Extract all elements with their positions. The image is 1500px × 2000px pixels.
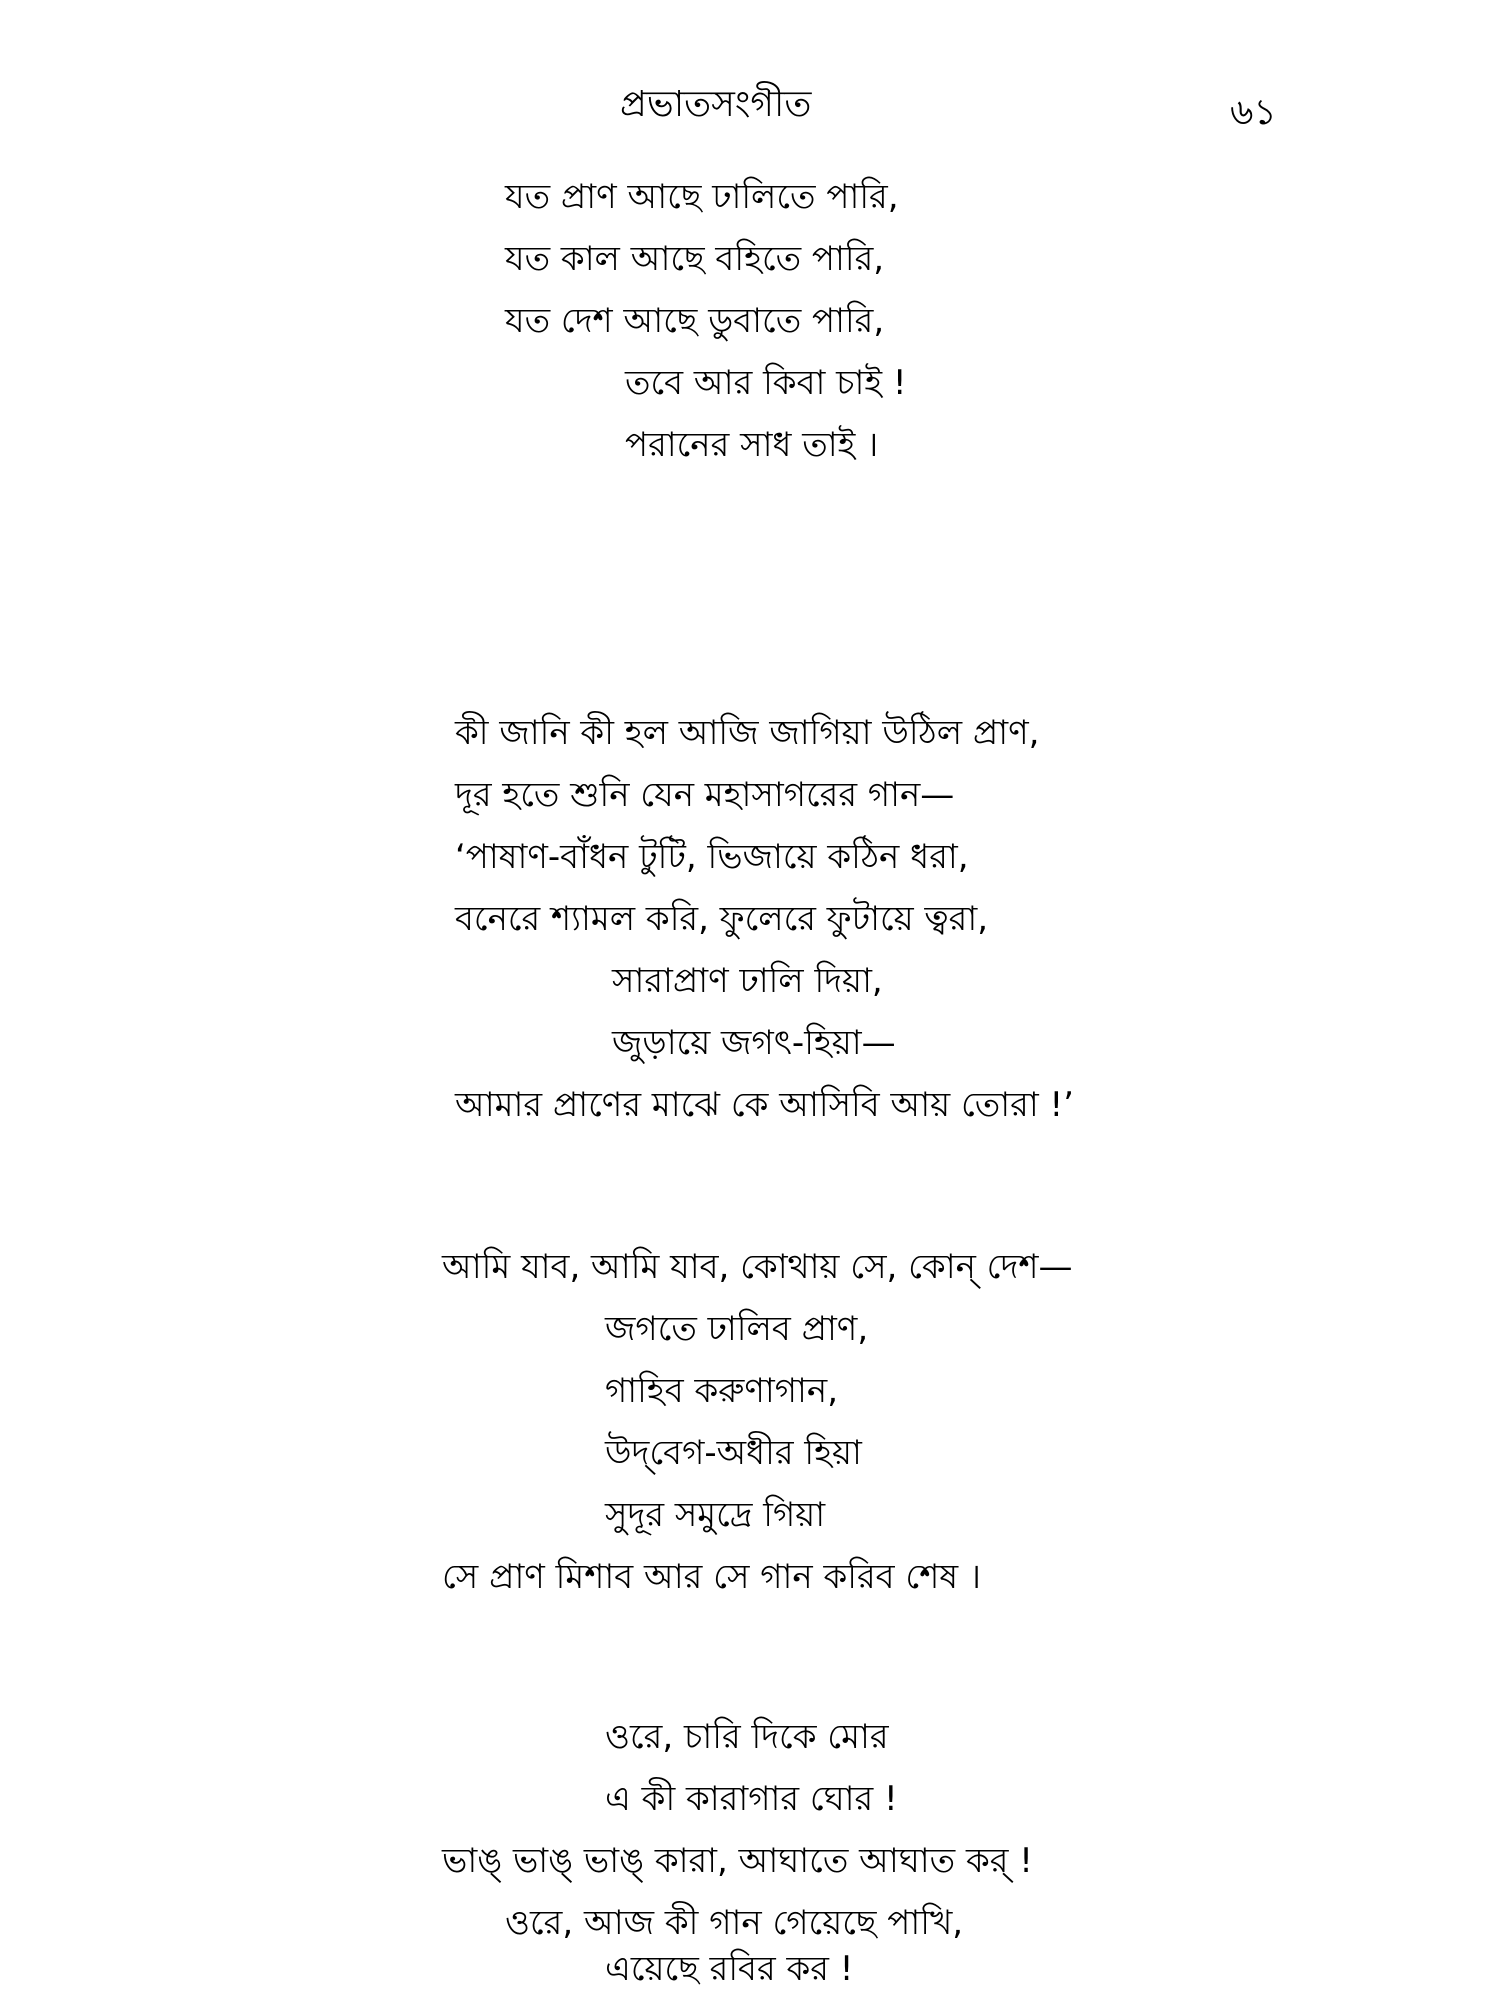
poem-line: ভাঙ্‌ ভাঙ্‌ ভাঙ্‌ কারা, আঘাতে আঘাত কর্ ! — [442, 1841, 1033, 1881]
poem-line: যত প্রাণ আছে ঢালিতে পারি, — [505, 177, 899, 217]
poem-line: ওরে, আজ কী গান গেয়েছে পাখি, — [505, 1903, 964, 1943]
poem-line: কী জানি কী হল আজি জাগিয়া উঠিল প্রাণ, — [455, 713, 1040, 753]
poem-line: এয়েছে রবির কর ! — [605, 1949, 854, 1989]
poem-line: ‘পাষাণ-বাঁধন টুটি, ভিজায়ে কঠিন ধরা, — [455, 837, 969, 877]
poem-line: জগতে ঢালিব প্রাণ, — [605, 1309, 869, 1349]
poem-line: সে প্রাণ মিশাব আর সে গান করিব শেষ । — [442, 1557, 982, 1597]
poem-line: আমি যাব, আমি যাব, কোথায় সে, কোন্ দেশ— — [442, 1247, 1073, 1287]
poem-line: তবে আর কিবা চাই ! — [625, 363, 907, 403]
poem-line: যত দেশ আছে ডুবাতে পারি, — [505, 301, 885, 341]
poem-line: যত কাল আছে বহিতে পারি, — [505, 239, 885, 279]
page-number: ৬১ — [1230, 92, 1277, 133]
poem-line: বনেরে শ্যামল করি, ফুলেরে ফুটায়ে ত্বরা, — [455, 899, 989, 939]
poem-line: পরানের সাধ তাই । — [625, 425, 879, 465]
poem-line: আমার প্রাণের মাঝে কে আসিবি আয় তোরা !’ — [455, 1085, 1074, 1125]
page-header-title: প্রভাতসংগীত — [620, 84, 812, 125]
poem-line: এ কী কারাগার ঘোর ! — [605, 1779, 898, 1819]
poem-line: উদ্‌বেগ-অধীর হিয়া — [605, 1433, 862, 1473]
poem-line: সারাপ্রাণ ঢালি দিয়া, — [612, 961, 883, 1001]
poem-line: গাহিব করুণাগান, — [605, 1371, 838, 1411]
poem-line: সুদূর সমুদ্রে গিয়া — [605, 1495, 826, 1535]
poem-line: দূর হতে শুনি যেন মহাসাগরের গান— — [455, 775, 955, 815]
poem-line: ওরে, চারি দিকে মোর — [605, 1717, 889, 1757]
poem-line: জুড়ায়ে জগৎ-হিয়া— — [612, 1023, 896, 1063]
